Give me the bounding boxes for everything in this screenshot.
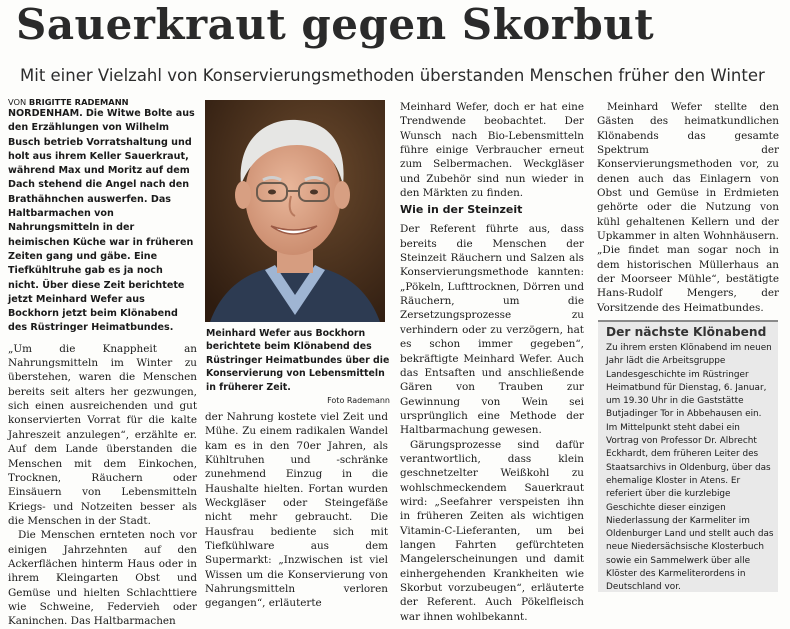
- info-box-text: Zu ihrem ersten Klönabend im neuen Jahr lädt die Arbeitsgruppe Landesgeschichte im Rüstringer Heimatbund für Dienstag, 6. Januar, um 19.30 Uhr in die Gaststätte Butjadinger Tor in Abbehausen ein. Im Mittelpunkt steht dabei ein Vortrag von Professor Dr. Albrecht Eckhardt, dem früheren Leiter des Staatsarchivs in Oldenburg, über das ehemalige Kloster in Atens. Er referiert über die kurzlebige Geschichte dieser einzigen Niederlassung der Karmeliter im Oldenburger Land und stellt auch das neue Niedersächsische Klosterbuch sowie ein Sammelwerk über alle Klöster des Karmeliterordens in Deutschland vor.: [606, 343, 774, 593]
- col2-paragraph-1: der Nahrung kostete viel Zeit und Mühe. Zu einem radikalen Wandel kam es in den 70er Jahren, als Kühltruhen und -schränke zunehmend Einzug in die Haushalte hielten. Fortan wurden Weckgläser oder Steingefäße nicht mehr gebraucht. Die Hausfrau bediente sich mit Tiefkühlware aus dem Supermarkt: „Inzwischen ist viel Wissen um die Konservierung von Nahrungsmitteln verloren gegangen“, erläuterte: [205, 411, 388, 610]
- photo-credit: Foto Rademann: [327, 396, 390, 406]
- subheadline: Mit einer Vielzahl von Konservierungsmethoden überstanden Menschen früher den Winter: [20, 66, 765, 85]
- lead-text: Die Witwe Bolte aus den Erzählungen von Wilhelm Busch betrieb Vorratshaltung und holt aus ihrem Keller Sauerkraut, während Max und Moritz auf dem Dach stehend die Angel nach den Brathähnchen auswerfen. Das Haltbarmachen von Nahrungsmitteln in der heimischen Küche war in früheren Zeiten gang und gäbe. Eine Tiefkühltruhe gab es ja noch nicht. Über diese Zeit berichtete jetzt Meinhard Wefer aus Bockhorn jetzt beim Klönabend des Rüstringer Heimatbundes.: [8, 108, 195, 334]
- caption-text: aus Bockhorn berichtete beim Klönabend des Rüstringer Heimatbundes über die Konservierung von Lebensmitteln in früherer Zeit.: [206, 328, 390, 393]
- column-1: [8, 97, 197, 628]
- byline-prefix: VON: [8, 97, 27, 107]
- col3-paragraph-3: Gärungsprozesse sind dafür verantwortlich, dass klein geschnetzelter Weißkohl zu wohlschmeckendem Sauerkraut wird: „Seefahrer verspeisten ihn in früheren Zeiten als wichtigen Vitamin-C-Lieferanten, um bei langen Fahrten gefürchteten Mangelerscheinungen und damit einhergehenden Krankheiten wie Skorbut vorzubeugen“, erläuterte der Referent. Auch Pökelfleisch war ihnen wohlbekannt.: [400, 438, 584, 623]
- info-box-title: Der nächste Klönabend: [606, 325, 767, 339]
- portrait-photo: [205, 100, 385, 322]
- photo-caption: [206, 327, 390, 407]
- dateline: NORDENHAM.: [8, 108, 83, 119]
- col4-paragraph-1: Meinhard Wefer stellte den Gästen des heimatkundlichen Klönabends das gesamte Spektrum der Konservierungsmethoden vor, zu denen auch das Einlagern von Obst und Gemüse in Erdmieten gehörte oder die Nutzung von kühl gehaltenen Kellern und der Upkammer in alten Wohnhäusern. „Die findet man sogar noch in dem historischen Müllerhaus an der Moorseer Mühle“, bestätigte Hans-Rudolf Mengers, der Vorsitzende des Heimatbundes.: [597, 101, 779, 314]
- column-4: [597, 100, 779, 316]
- col1-paragraph-1: „Um die Knappheit an Nahrungsmitteln im Winter zu überstehen, waren die Menschen bereits seit alters her gezwungen, sich einen ausreichenden und gut konservierten Vorrat für die kalte Jahreszeit anzulegen“, erzählte er. Auf dem Lande überstanden die Menschen mit dem Einkochen, Trocknen, Räuchern oder Einsäuern von Lebensmitteln Kriegs- und Notzeiten besser als die Menschen in der Stadt.: [8, 342, 197, 527]
- section-heading: Wie in der Steinzeit: [400, 203, 523, 217]
- lead-paragraph: [8, 107, 197, 336]
- portrait-illustration: [205, 100, 385, 322]
- caption-name: Meinhard Wefer: [206, 328, 291, 339]
- byline-author: BRIGITTE RADEMANN: [28, 97, 129, 107]
- headline: Sauerkraut gegen Skorbut: [16, 0, 655, 49]
- col1-paragraph-2: Die Menschen ernteten noch vor einigen Jahrzehnten auf den Ackerflächen hinterm Haus oder in ihrem Kleingarten Obst und Gemüse und hielten Schlachttiere wie Schweine, Federvieh oder Kaninchen. Das Haltbarmachen: [8, 529, 197, 628]
- col3-paragraph-2: Der Referent führte aus, dass bereits die Menschen der Steinzeit Räuchern und Salzen als Konservierungsmethode kannten: „Pökeln, Lufttrocknen, Dörren und Räuchern, um die Zersetzungsprozesse zu verhindern oder zu verzögern, hat es schon immer gegeben“, bekräftigte Meinhard Wefer. Auch das Entsaften und anschließende Gären von Trauben zur Gewinnung von Wein sei ursprünglich eine Methode der Haltbarmachung gewesen.: [400, 223, 584, 437]
- column-3: [400, 100, 584, 623]
- info-box-next-event: [598, 320, 778, 592]
- byline: [8, 97, 197, 107]
- column-2: [205, 410, 388, 610]
- col3-paragraph-1: Meinhard Wefer, doch er hat eine Trendwende beobachtet. Der Wunsch nach Bio-Lebensmitteln führe einige Verbraucher erneut zum Selbermachen. Weckgläser und Zubehör sind nun wieder in den Märkten zu finden.: [400, 101, 584, 200]
